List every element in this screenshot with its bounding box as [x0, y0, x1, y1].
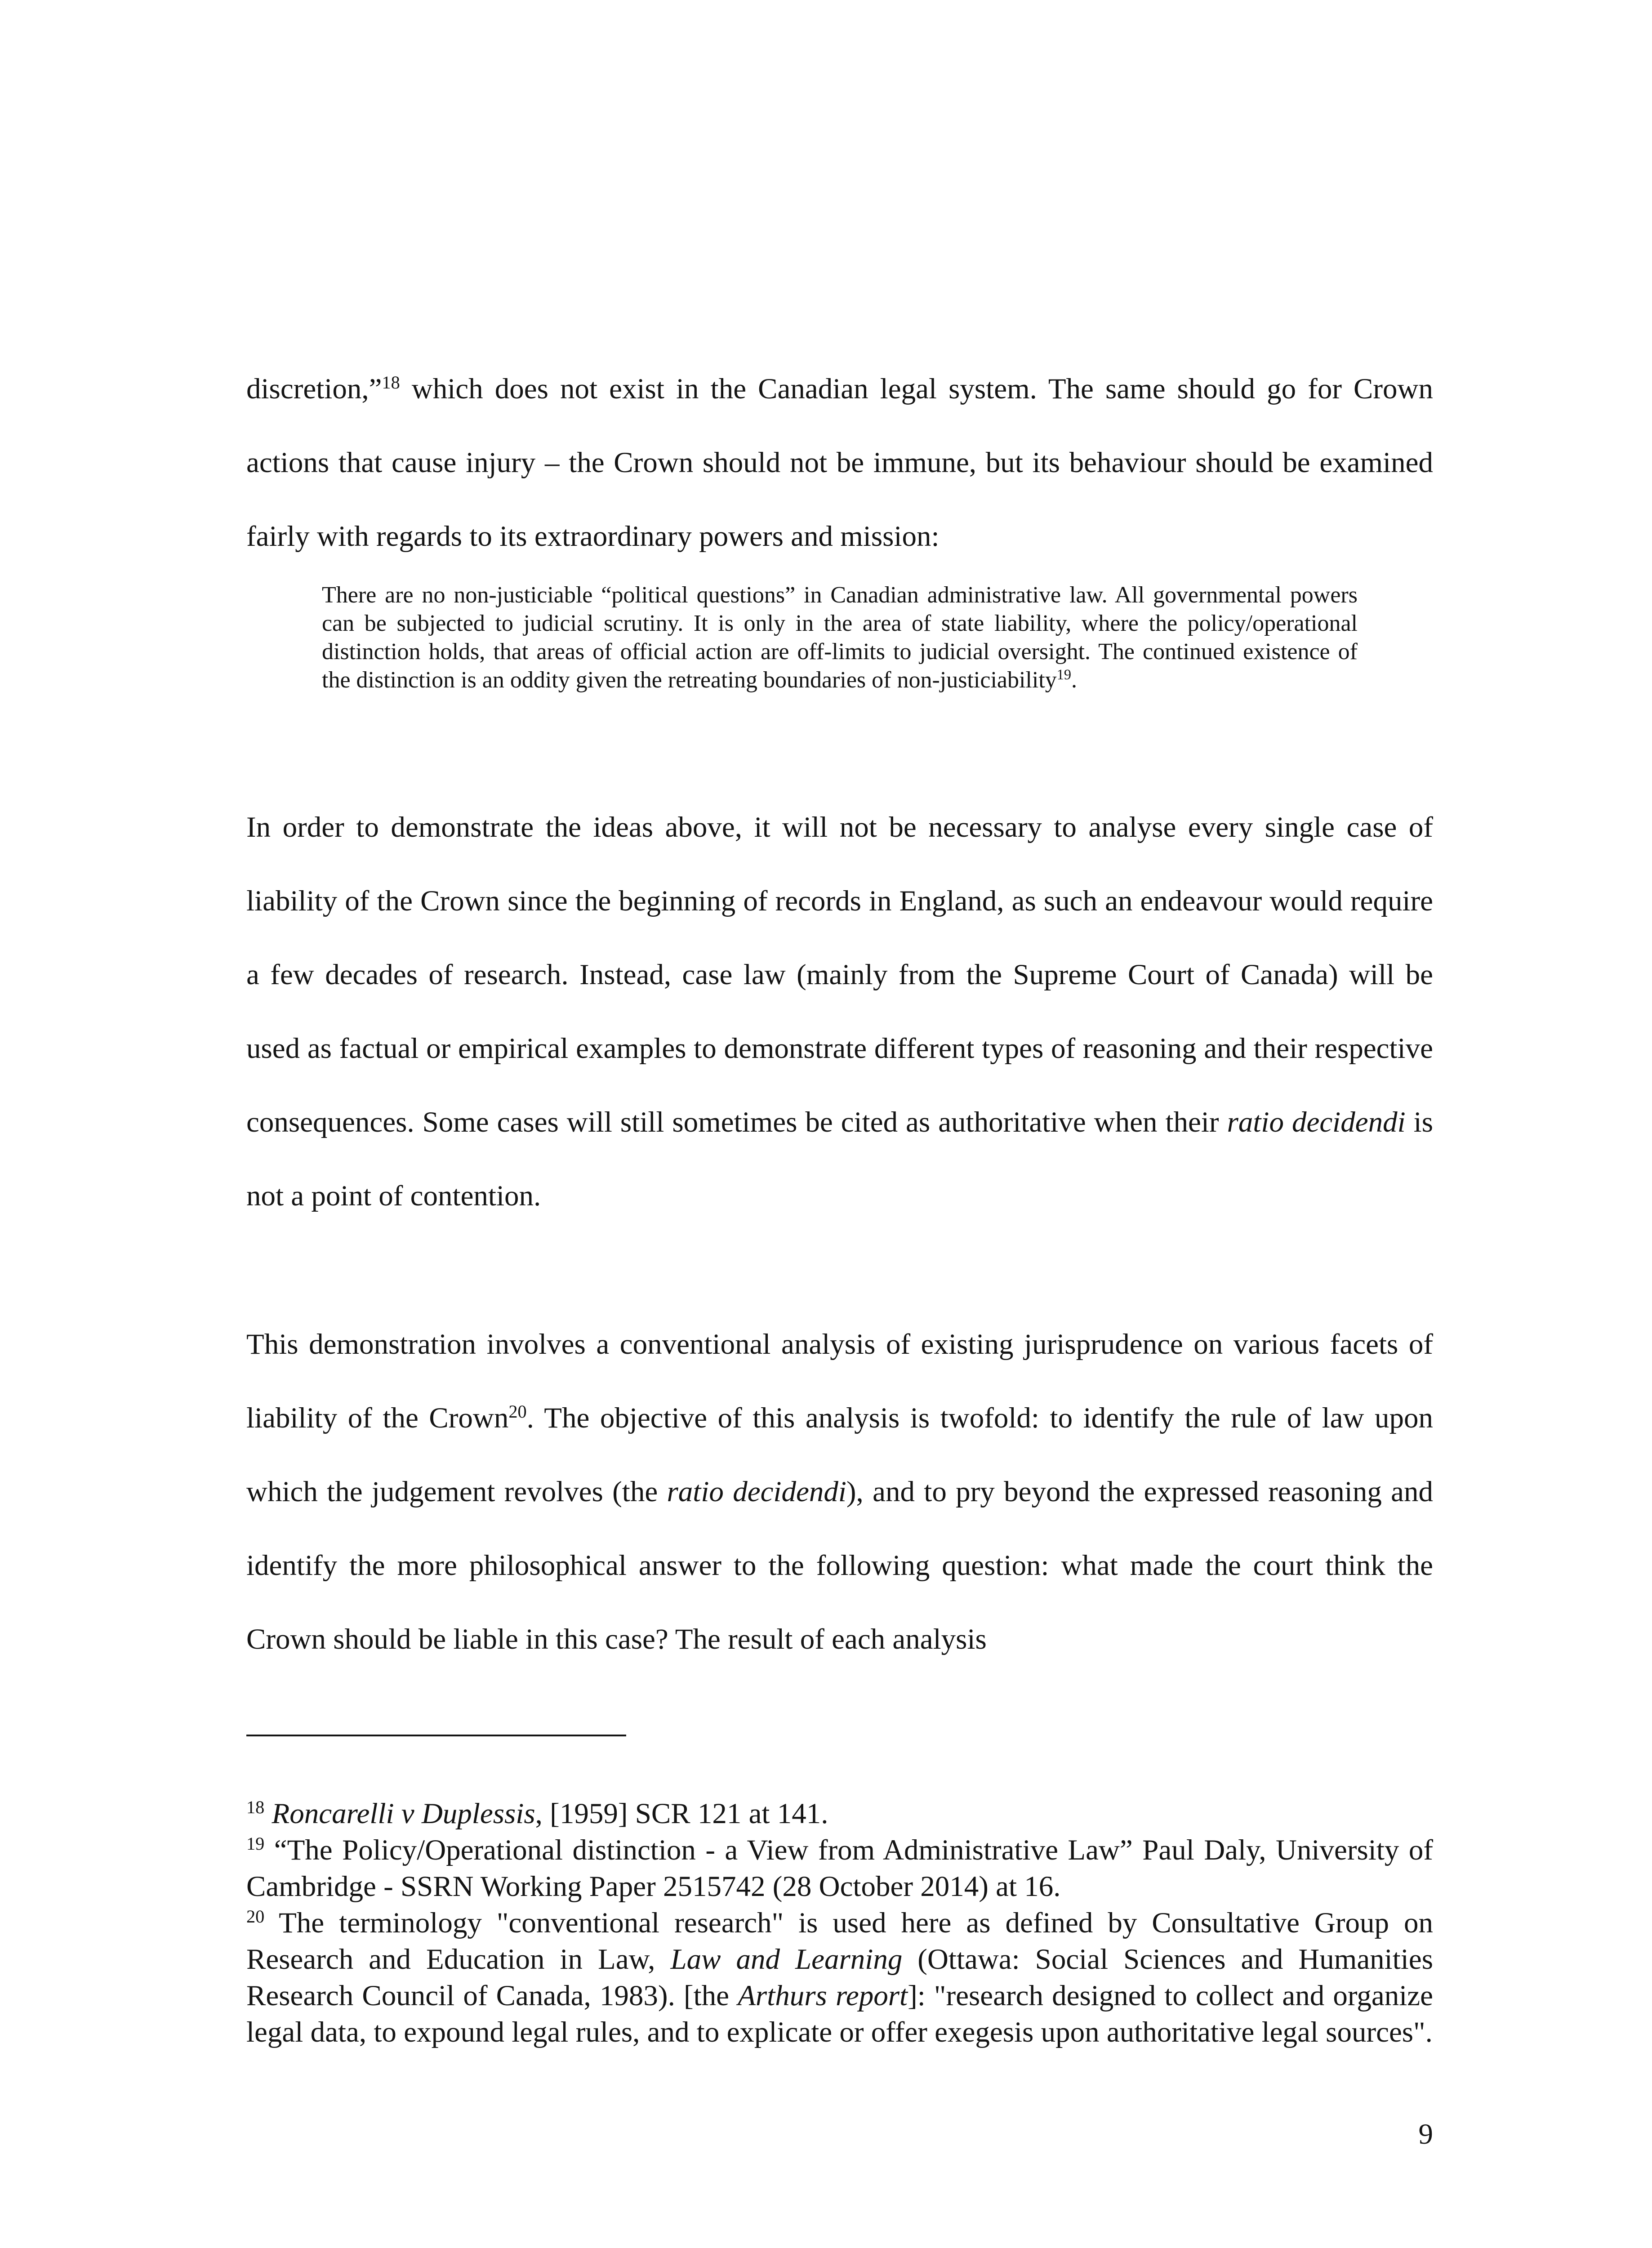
paragraph-3-italic: ratio decidendi — [667, 1476, 846, 1508]
footnote-number: 20 — [246, 1906, 265, 1927]
paragraph-2-text — [246, 790, 1433, 1233]
paragraph-3-text — [246, 1307, 1433, 1676]
footnote-20-italic2: Arthurs report — [738, 1980, 908, 2012]
footnote-number: 19 — [246, 1833, 265, 1854]
paragraph-1-lead: discretion,” — [246, 373, 382, 405]
page-number: 9 — [1418, 2118, 1433, 2150]
block-quote — [322, 581, 1358, 694]
footnote-20-part1: The terminology "conventional research" is used here as defined by Consultative Group on Research and Education in Law, — [246, 1907, 1433, 1976]
paragraph-2-after: is not a point of contention. — [246, 1106, 1433, 1212]
footnote-19-text: “The Policy/Operational distinction - a View from Administrative Law” Paul Daly, University of Cambridge - SSRN Working Paper 2515742 (28 October 2014) at 16. — [246, 1834, 1433, 1903]
footnote-18-italic: Roncarelli v Duplessis — [272, 1798, 535, 1830]
footnote-number: 18 — [246, 1797, 265, 1817]
footnote-separator — [246, 1735, 626, 1736]
footnote-ref-20[interactable]: 20 — [508, 1401, 527, 1422]
footnotes-section — [246, 1796, 1433, 2051]
block-quote-body: There are no non-justiciable “political questions” in Canadian administrative law. All governmental powers can be subjected to judicial scrutiny. It is only in the area of state liability, where the policy/operational distinction holds, that areas of official action are off-limits to judicial oversight. The continued existence of the distinction is an oddity given the retreating boundaries of non-justiciability — [322, 582, 1358, 693]
block-quote-text — [322, 581, 1358, 694]
block-quote-end: . — [1071, 667, 1078, 693]
paragraph-3-lead: This demonstration involves a conventional analysis of existing jurisprudence on various facets of liability of the Crown — [246, 1328, 1433, 1434]
footnote-20 — [246, 1905, 1433, 2051]
paragraph-2-before: In order to demonstrate the ideas above, it will not be necessary to analyse every single case of liability of the Crown since the beginning of records in England, as such an endeavour would require a few decades of research. Instead, case law (mainly from the Supreme Court of Canada) will be used as factual or empirical examples to demonstrate different types of reasoning and their respective consequences. Some cases will still sometimes be cited as authoritative when their — [246, 811, 1433, 1138]
footnote-18 — [246, 1796, 1433, 1832]
paragraph-2 — [246, 790, 1433, 1233]
footnote-20-italic1: Law and Learning — [670, 1943, 903, 1976]
footnote-ref-18[interactable]: 18 — [382, 372, 400, 393]
paragraph-1 — [246, 352, 1433, 573]
footnote-ref-19[interactable]: 19 — [1056, 666, 1072, 683]
footnote-18-text: , [1959] SCR 121 at 141. — [535, 1798, 828, 1830]
paragraph-2-italic: ratio decidendi — [1227, 1106, 1406, 1138]
paragraph-3-rest: ), and to pry beyond the expressed reasoning and identify the more philosophical answer to the following question: what made the court think the Crown should be liable in this case? The result of each analysis — [246, 1476, 1433, 1655]
footnote-20-part3: ]: "research designed to collect and organize legal data, to expound legal rules, and to explicate or offer exegesis upon authoritative legal sources". — [246, 1980, 1433, 2048]
footnote-19 — [246, 1832, 1433, 1905]
paragraph-3-mid: . The objective of this analysis is twofold: to identify the rule of law upon which the judgement revolves (the — [246, 1402, 1433, 1508]
paragraph-3 — [246, 1307, 1433, 1676]
paragraph-1-text — [246, 352, 1433, 573]
paragraph-1-rest: which does not exist in the Canadian legal system. The same should go for Crown actions that cause injury – the Crown should not be immune, but its behaviour should be examined fairly with regards to its extraordinary powers and mission: — [246, 373, 1433, 553]
footnote-20-part2: (Ottawa: Social Sciences and Humanities Research Council of Canada, 1983). [the — [246, 1943, 1433, 2012]
